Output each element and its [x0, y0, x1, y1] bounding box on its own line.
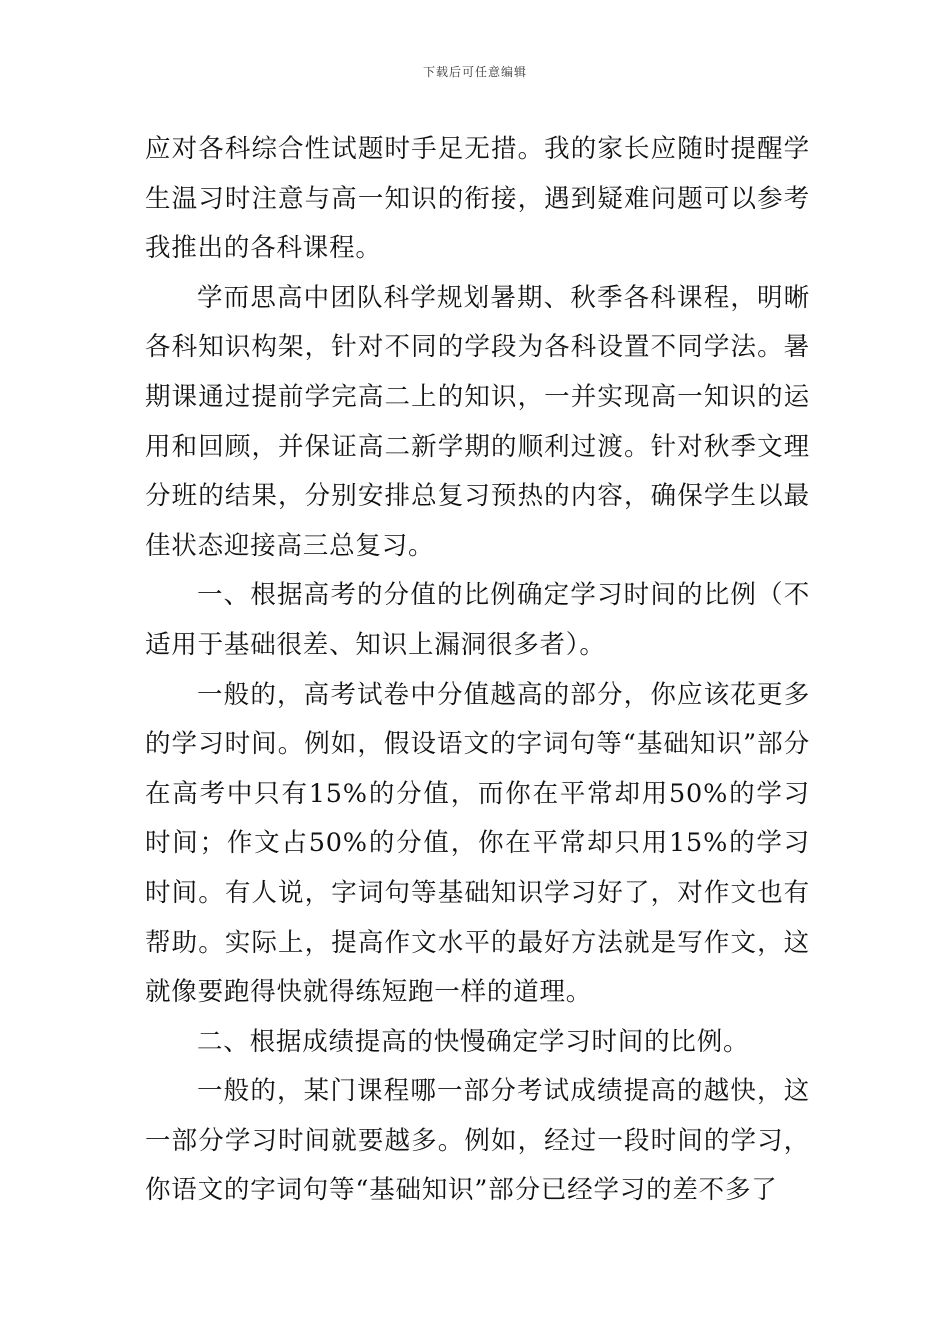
paragraph-2: 学而思高中团队科学规划暑期、秋季各科课程，明晰各科知识构架，针对不同的学段为各科设置不同学法。暑期课通过提前学完高二上的知识，一并实现高一知识的运用和回顾，并保证高二新学期的顺利过渡。针对秋季文理分班的结果，分别安排总复习预热的内容，确保学生以最佳状态迎接高三总复习。 [145, 282, 810, 561]
page-header: 下载后可任意编辑 [422, 65, 527, 79]
paragraph-4: 一般的，高考试卷中分值越高的部分，你应该花更多的学习时间。例如，假设语文的字词句等“基础知识”部分在高考中只有15%的分值，而你在平常却用50%的学习时间；作文占50%的分值，你在平常却只用15%的学习时间。有人说，字词句等基础知识学习好了，对作文也有帮助。实际上，提高作文水平的最好方法就是写作文，这就像要跑得快就得练短跑一样的道理。 [145, 679, 810, 1008]
paragraph-3: 一、根据高考的分值的比例确定学习时间的比例（不适用于基础很差、知识上漏洞很多者）。 [145, 580, 810, 660]
paragraph-1: 应对各科综合性试题时手足无措。我的家长应随时提醒学生温习时注意与高一知识的衔接，遇到疑难问题可以参考我推出的各科课程。 [145, 134, 810, 264]
document-body [145, 125, 810, 1216]
paragraph-5: 二、根据成绩提高的快慢确定学习时间的比例。 [197, 1026, 750, 1057]
paragraph-6: 一般的，某门课程哪一部分考试成绩提高的越快，这一部分学习时间就要越多。例如，经过一段时间的学习，你语文的字词句等“基础知识”部分已经学习的差不多了 [145, 1076, 810, 1206]
